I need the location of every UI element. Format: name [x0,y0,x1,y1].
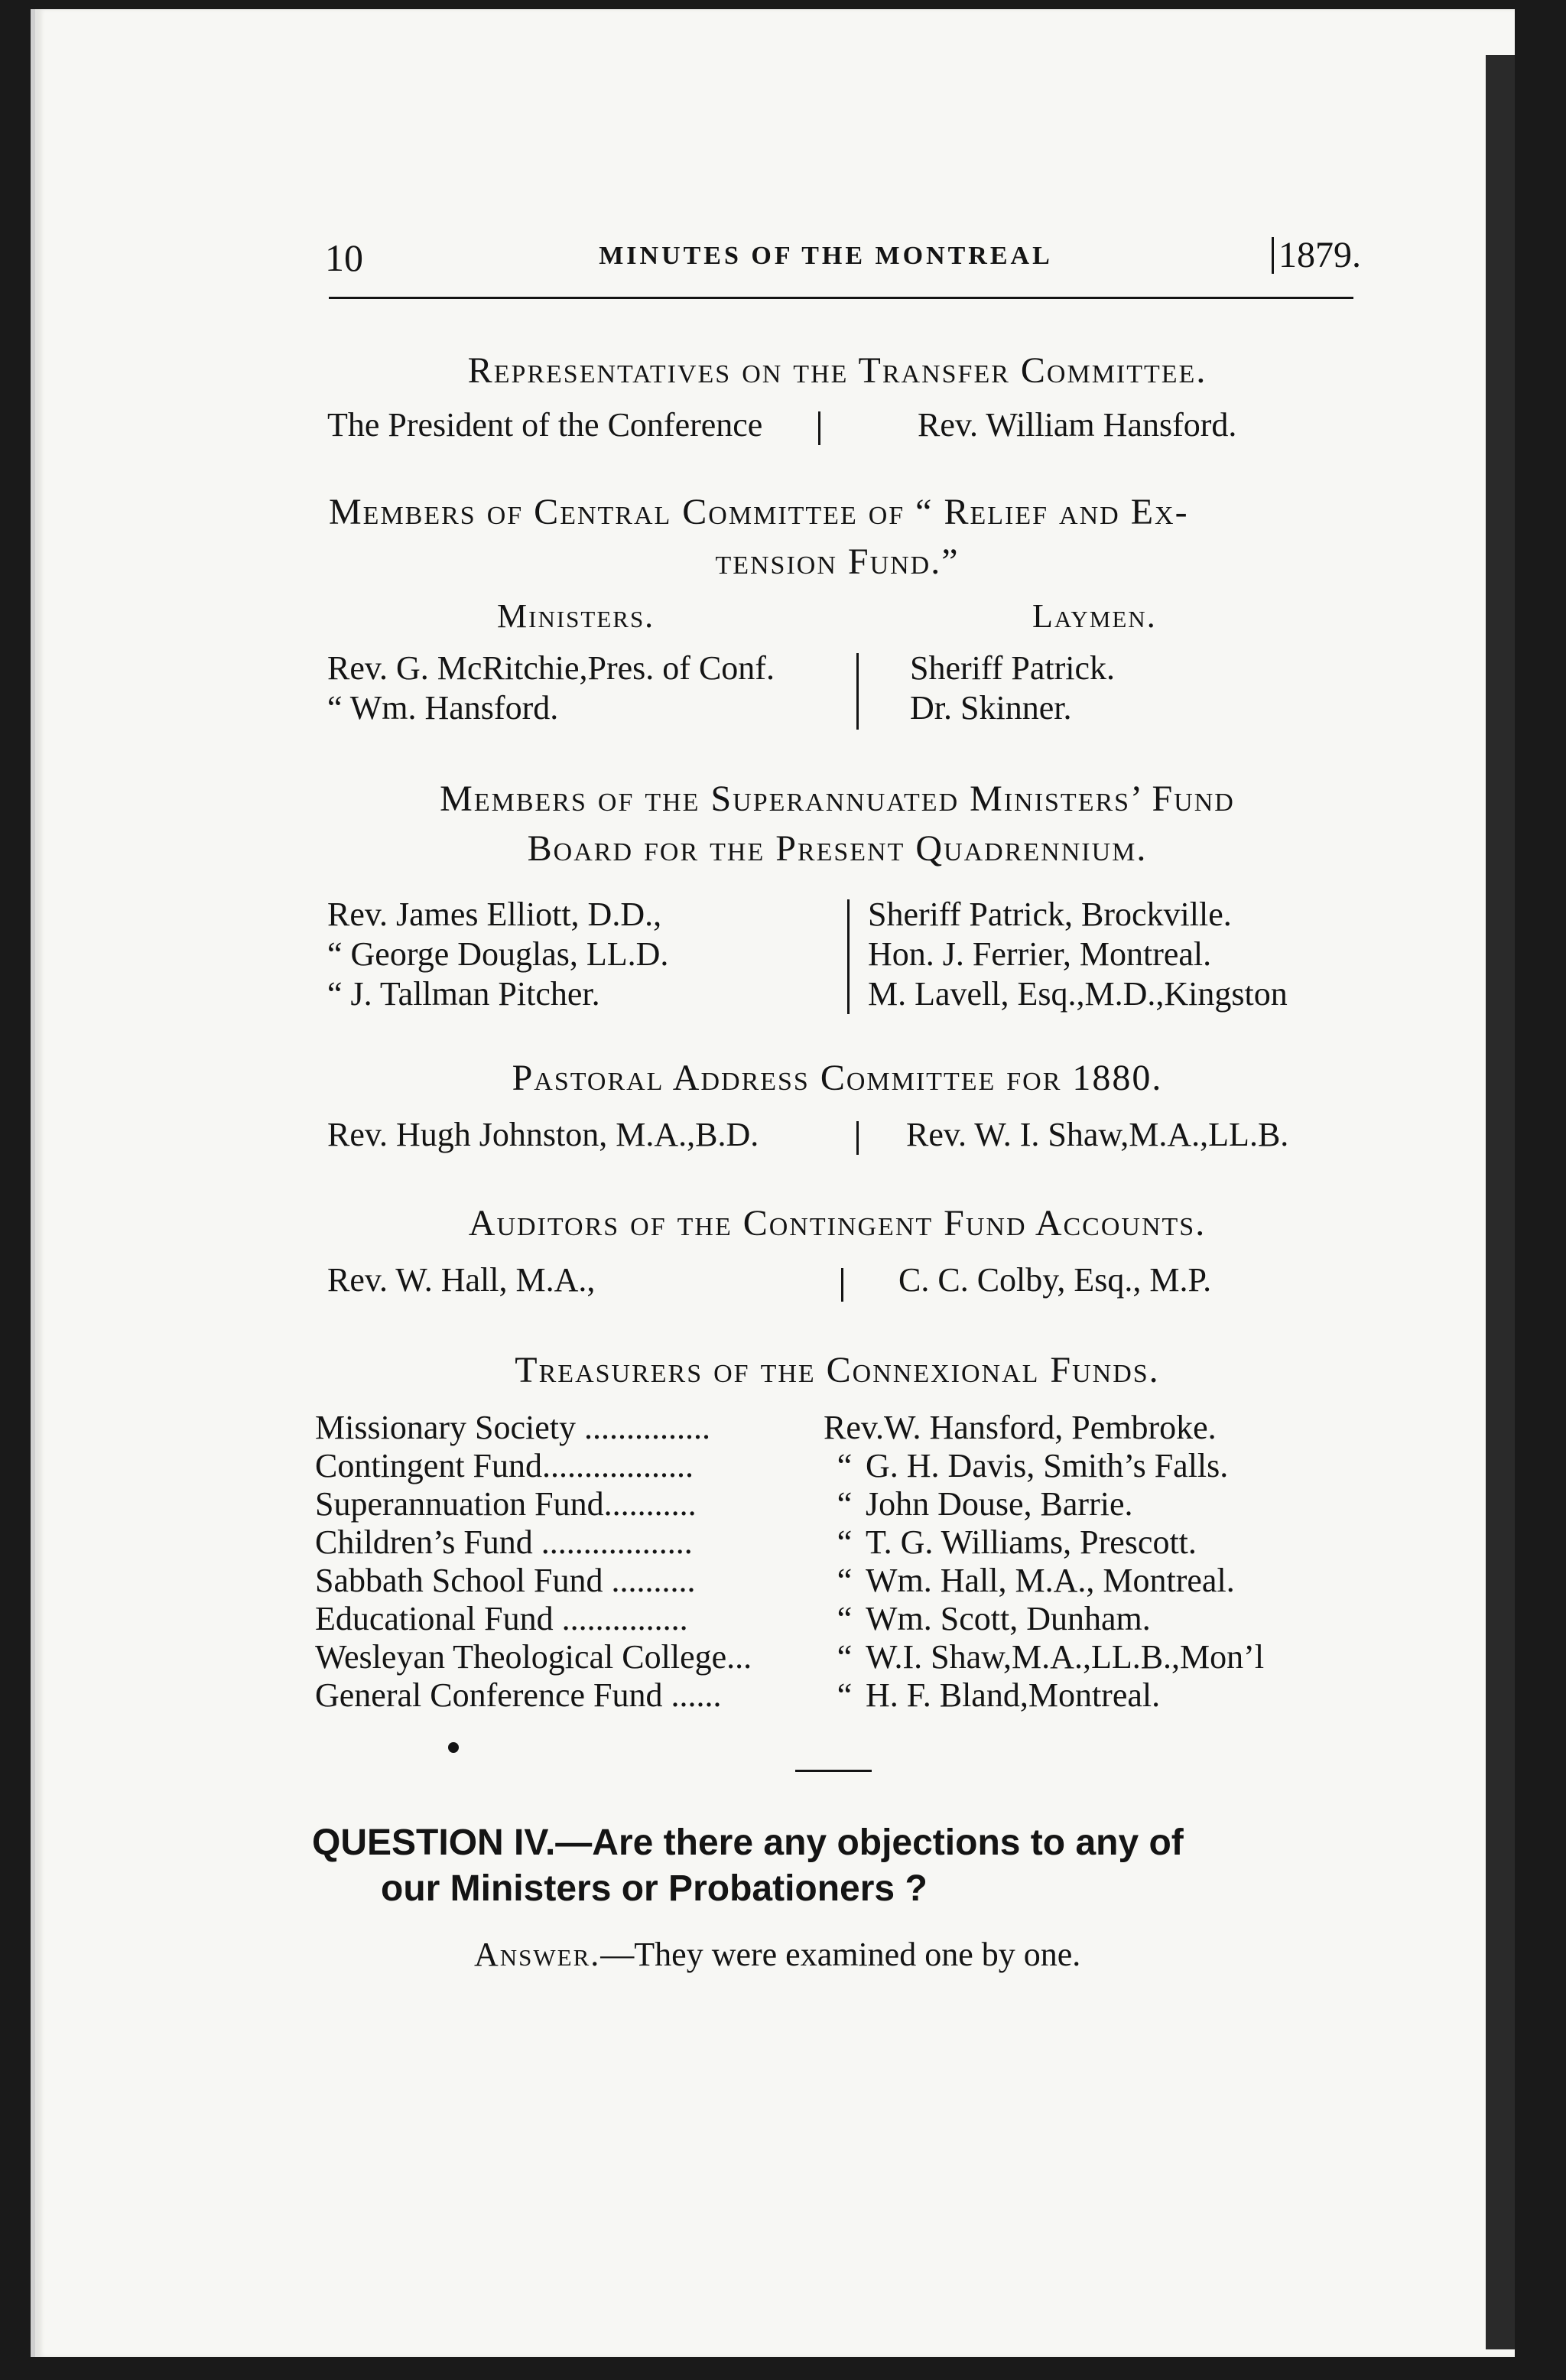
fund-name: General Conference Fund ...... [315,1676,722,1714]
relief-fund-heading-line2: tension Fund.” [715,541,960,582]
question-line-1: QUESTION IV.—Are there any objections to any of [312,1822,1184,1863]
fund-name: Children’s Fund .................. [315,1523,693,1561]
table-row [315,1409,1386,1447]
column-divider [856,653,859,730]
pastoral-member-right: Rev. W. I. Shaw,M.A.,LL.B. [906,1116,1289,1153]
treasurer-name: Wm. Scott, Dunham. [866,1600,1151,1637]
list-item: Hon. J. Ferrier, Montreal. [868,935,1212,973]
treasurer-name: Rev.W. Hansford, Pembroke. [824,1409,1217,1446]
ministers-list [327,649,775,728]
column-divider [847,899,850,1014]
table-row [315,1600,1386,1638]
list-item: “ Wm. Hansford. [327,689,559,727]
superannuated-ministers-list [327,895,668,1014]
fund-name: Contingent Fund.................. [315,1447,694,1484]
section-divider [795,1770,872,1772]
ditto-mark: “ [837,1523,853,1561]
superannuated-laymen-list [868,895,1288,1014]
fund-name: Wesleyan Theological College... [315,1638,752,1676]
treasurers-table [315,1409,1386,1715]
question-iv [312,1820,1382,1912]
fund-name: Superannuation Fund........... [315,1485,697,1523]
table-row [315,1562,1386,1600]
list-item: Sheriff Patrick. [910,649,1116,687]
ditto-mark: “ [837,1562,853,1599]
list-item: “ J. Tallman Pitcher. [327,975,600,1013]
header-year: 1879. [1272,237,1361,274]
running-title: MINUTES OF THE MONTREAL [599,242,1053,270]
list-item: Rev. James Elliott, D.D., [327,896,662,933]
ink-dot [448,1742,459,1753]
table-row [315,1447,1386,1485]
transfer-committee-heading: Representatives on the Transfer Committee. [467,350,1207,391]
ditto-mark: “ [837,1676,853,1714]
list-item: “ George Douglas, LL.D. [327,935,669,973]
treasurer-name: G. H. Davis, Smith’s Falls. [866,1447,1229,1484]
superannuated-fund-heading-line1: Members of the Superannuated Ministers’ Fund [440,779,1235,819]
ditto-mark: “ [837,1485,853,1523]
table-row [315,1523,1386,1562]
transfer-member-right: Rev. William Hansford. [918,406,1237,444]
page-header [291,229,1361,283]
treasurers-heading: Treasurers of the Connexional Funds. [515,1350,1160,1390]
auditors-members [321,1260,1369,1306]
answer [474,1935,1080,1974]
list-item: M. Lavell, Esq.,M.D.,Kingston [868,975,1288,1013]
answer-label: Answer. [474,1936,601,1973]
auditor-left: Rev. W. Hall, M.A., [327,1261,596,1299]
laymen-list [910,649,1115,728]
fund-name: Missionary Society ............... [315,1409,710,1446]
fund-name: Educational Fund ............... [315,1600,688,1637]
relief-fund-members [321,649,1369,733]
header-rule [329,297,1353,299]
pastoral-member-left: Rev. Hugh Johnston, M.A.,B.D. [327,1116,759,1153]
treasurer-name: Wm. Hall, M.A., Montreal. [866,1562,1235,1599]
transfer-member-left: The President of the Conference [327,406,763,444]
question-line-2: our Ministers or Probationers ? [381,1868,928,1909]
treasurer-name: T. G. Williams, Prescott. [866,1523,1197,1561]
ministers-label: Ministers. [497,597,655,635]
treasurer-name: W.I. Shaw,M.A.,LL.B.,Mon’l [866,1638,1265,1676]
relief-fund-column-labels [321,597,1369,642]
table-row [315,1676,1386,1715]
column-divider [841,1268,843,1302]
table-row [315,1485,1386,1523]
pastoral-committee-members [321,1115,1369,1161]
treasurer-name: John Douse, Barrie. [866,1485,1133,1523]
table-row [315,1638,1386,1676]
pastoral-committee-heading: Pastoral Address Committee for 1880. [512,1058,1163,1098]
page-edge-shadow [1486,55,1515,2349]
ditto-mark: “ [837,1600,853,1637]
list-item: Dr. Skinner. [910,689,1072,727]
superannuated-fund-heading-line2: Board for the Present Quadrennium. [527,828,1148,869]
column-divider [856,1121,859,1155]
ditto-mark: “ [837,1447,853,1484]
fund-name: Sabbath School Fund .......... [315,1562,696,1599]
page-number: 10 [325,236,363,279]
superannuated-fund-members [321,895,1369,1017]
column-divider [818,411,820,445]
list-item: Rev. G. McRitchie,Pres. of Conf. [327,649,775,687]
auditors-heading: Auditors of the Contingent Fund Accounts. [468,1203,1207,1244]
list-item: Sheriff Patrick, Brockville. [868,896,1232,933]
laymen-label: Laymen. [1032,597,1157,635]
relief-fund-heading-line1: Members of Central Committee of “ Relief and Ex- [329,492,1189,532]
answer-text: —They were examined one by one. [600,1936,1081,1973]
ditto-mark: “ [837,1638,853,1676]
auditor-right: C. C. Colby, Esq., M.P. [898,1261,1212,1299]
treasurer-name: H. F. Bland,Montreal. [866,1676,1161,1714]
transfer-committee-members [321,405,1369,451]
